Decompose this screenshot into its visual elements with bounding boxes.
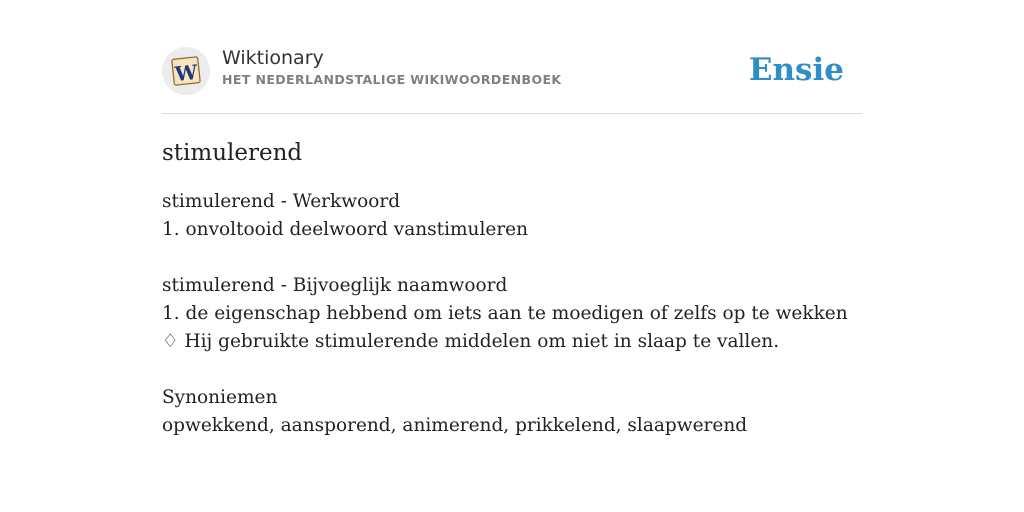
site-brand (222, 46, 562, 88)
logo-letter: W (173, 59, 199, 87)
example-sentence: ♢ Hij gebruikte stimulerende middelen om niet in slaap te vallen. (162, 331, 780, 352)
site-subtitle: HET NEDERLANDSTALIGE WIKIWOORDENBOEK (222, 72, 562, 87)
synonyms-list: opwekkend, aansporend, animerend, prikkelend, slaapwerend (162, 415, 748, 436)
page-title: stimulerend (162, 140, 303, 166)
ensie-logo-link[interactable]: Ensie (748, 52, 844, 88)
entry-heading-verb: stimulerend - Werkwoord (162, 191, 401, 212)
site-title[interactable]: Wiktionary (222, 47, 324, 69)
definition-content (162, 188, 862, 440)
spacer (162, 356, 862, 384)
page-container (162, 44, 862, 440)
wiktionary-logo-icon[interactable] (162, 47, 210, 95)
spacer (162, 244, 862, 272)
entry-heading-adjective: stimulerend - Bijvoeglijk naamwoord (162, 275, 508, 296)
definition-line: 1. onvoltooid deelwoord vanstimuleren (162, 219, 529, 240)
wiktionary-tile-icon (168, 53, 204, 89)
site-header (162, 44, 862, 114)
synonyms-heading: Synoniemen (162, 387, 278, 408)
definition-line: 1. de eigenschap hebbend om iets aan te moedigen of zelfs op te wekken (162, 303, 848, 324)
